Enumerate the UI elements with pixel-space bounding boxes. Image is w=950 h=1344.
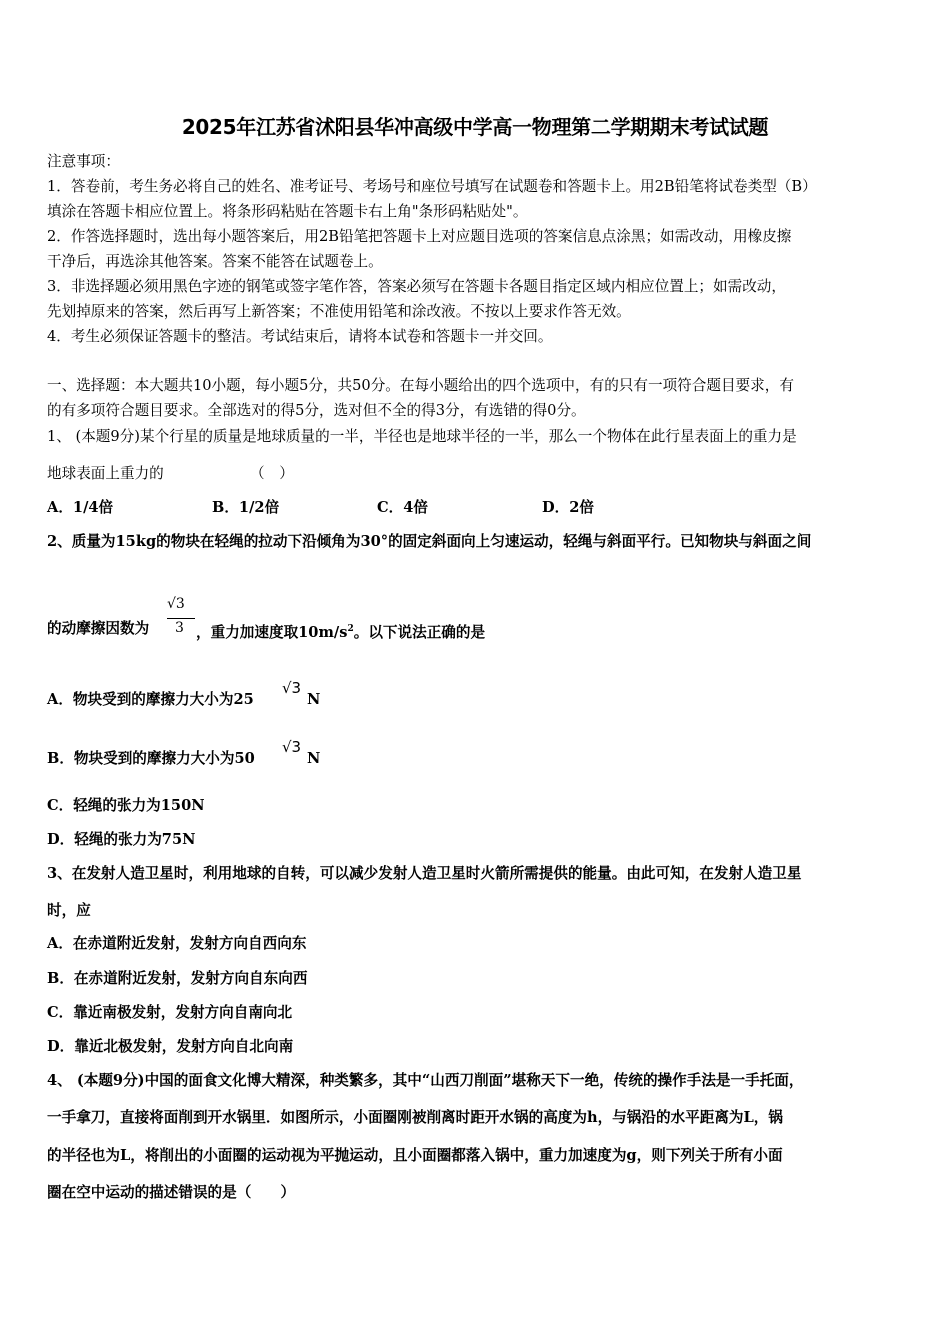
question-4-stem: 4、 (本题9分)中国的面食文化博大精深，种类繁多，其中“山西刀削面”堪称天下一绝，传统的操作手法是一手托面， bbox=[47, 1072, 804, 1089]
question-3-stem: 3、在发射人造卫星时，利用地球的自转，可以减少发射人造卫星时火箭所需提供的能量。由此可知，在发射人造卫星 bbox=[47, 865, 802, 882]
option-d[interactable]: D．2倍 bbox=[542, 499, 594, 516]
sqrt-3: √3 bbox=[282, 738, 302, 756]
notice-line: 先划掉原来的答案，然后再写上新答案；不准使用铅笔和涂改液。不按以上要求作答无效。 bbox=[47, 303, 631, 320]
option-text: A．物块受到的摩擦力大小为25 bbox=[47, 691, 254, 708]
question-3-stem-cont: 时，应 bbox=[47, 902, 91, 919]
notice-line: 干净后，再选涂其他答案。答案不能答在试题卷上。 bbox=[47, 253, 383, 270]
notice-line: 3．非选择题必须用黑色字迹的钢笔或签字笔作答，答案必须写在答题卡各题目指定区域内相应位置上；如需改动， bbox=[47, 278, 786, 295]
notice-line: 4．考生必须保证答题卡的整洁。考试结束后，请将本试卷和答题卡一并交回。 bbox=[47, 328, 553, 345]
question-4-stem: 圈在空中运动的描述错误的是（ ） bbox=[47, 1184, 296, 1201]
superscript-2: 2 bbox=[347, 624, 354, 634]
unit-newton: N bbox=[307, 750, 321, 767]
option-a[interactable]: A．1/4倍 bbox=[47, 499, 114, 516]
fraction-denominator: 3 bbox=[175, 620, 184, 636]
question-1-line: 1、 (本题9分)某个行星的质量是地球质量的一半，半径也是地球半径的一半，那么一个物体在此行星表面上的重力是 bbox=[47, 428, 797, 445]
page-title: 2025年江苏省沭阳县华冲高级中学高一物理第二学期期末考试试题 bbox=[181, 115, 769, 139]
question-4-stem: 一手拿刀，直接将面削到开水锅里．如图所示，小面圈刚被削离时距开水锅的高度为h，与锅沿的水平距离为L，锅 bbox=[47, 1109, 783, 1126]
unit-newton: N bbox=[307, 691, 321, 708]
question-2-stem-cont bbox=[47, 619, 149, 639]
question-2-line: 的动摩擦因数为 bbox=[47, 620, 150, 637]
option-b[interactable]: B．1/2倍 bbox=[212, 499, 280, 516]
option-b[interactable] bbox=[47, 749, 255, 769]
notice-line: 2．作答选择题时，选出每小题答案后，用2B铅笔把答题卡上对应题目选项的答案信息点涂黑；如需改动，用橡皮擦 bbox=[47, 228, 792, 245]
sqrt-3: √3 bbox=[282, 679, 302, 697]
section-instructions: 的有多项符合题目要求。全部选对的得5分，选对但不全的得3分，有选错的得0分。 bbox=[47, 402, 586, 419]
sqrt-symbol bbox=[282, 738, 301, 756]
option-a[interactable] bbox=[47, 690, 254, 710]
option-c[interactable]: C．靠近南极发射，发射方向自南向北 bbox=[47, 1004, 293, 1021]
answer-paren: （ ） bbox=[250, 465, 294, 482]
question-1-stem-cont bbox=[47, 464, 164, 484]
option-a[interactable]: A．在赤道附近发射，发射方向自西向东 bbox=[47, 935, 307, 952]
notice-line: 填涂在答题卡相应位置上。将条形码粘贴在答题卡右上角"条形码粘贴处"。 bbox=[47, 203, 528, 220]
fraction-bar bbox=[167, 618, 195, 619]
question-2-line: 。以下说法正确的是 bbox=[353, 624, 486, 641]
notice-line: 1．答卷前，考生务必将自己的姓名、准考证号、考场号和座位号填写在试题卷和答题卡上。用2B铅笔将试卷类型（B） bbox=[47, 178, 817, 195]
option-c[interactable]: C．轻绳的张力为150N bbox=[47, 797, 205, 814]
question-4-stem: 的半径也为L，将削出的小面圈的运动视为平抛运动，且小面圈都落入锅中，重力加速度为g，则下列关于所有小面 bbox=[47, 1147, 783, 1164]
question-2-line: ，重力加速度取10m/s bbox=[196, 624, 348, 641]
notice-heading: 注意事项： bbox=[47, 153, 120, 170]
fraction-numerator: √3 bbox=[167, 596, 185, 612]
question-1-stem bbox=[47, 427, 797, 447]
option-c[interactable]: C．4倍 bbox=[377, 499, 428, 516]
sqrt-symbol bbox=[282, 679, 301, 697]
question-1-line: 地球表面上重力的 bbox=[47, 465, 164, 482]
question-2-stem: 2、质量为15kg的物块在轻绳的拉动下沿倾角为30°的固定斜面向上匀速运动，轻绳与斜面平行。已知物块与斜面之间 bbox=[47, 533, 812, 550]
question-2-stem-tail bbox=[196, 619, 485, 643]
section-instructions: 一、选择题：本大题共10小题，每小题5分，共50分。在每小题给出的四个选项中，有的只有一项符合题目要求，有 bbox=[47, 377, 794, 394]
option-d[interactable]: D．轻绳的张力为75N bbox=[47, 831, 196, 848]
option-text: B．物块受到的摩擦力大小为50 bbox=[47, 750, 255, 767]
option-b[interactable]: B．在赤道附近发射，发射方向自东向西 bbox=[47, 970, 308, 987]
option-d[interactable]: D．靠近北极发射，发射方向自北向南 bbox=[47, 1038, 294, 1055]
